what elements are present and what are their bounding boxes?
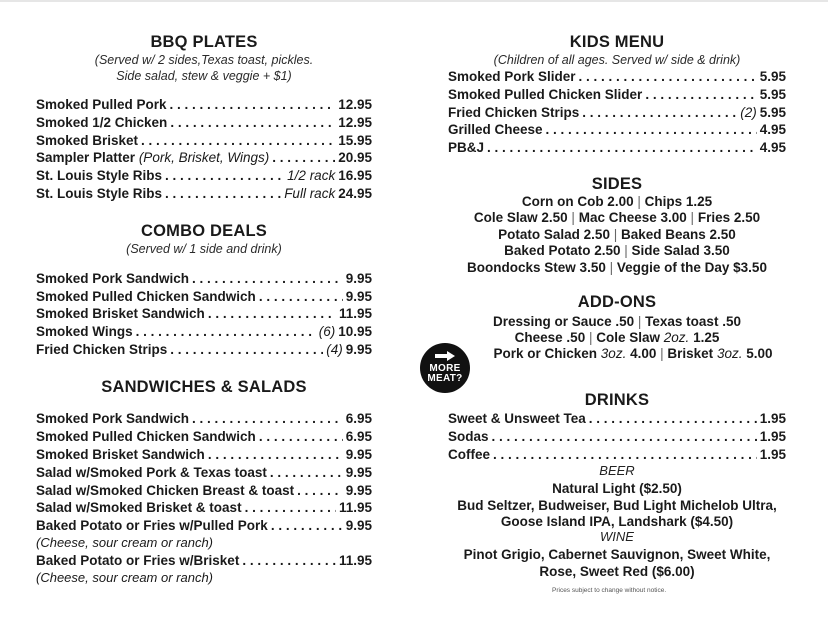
menu-item: Smoked Pulled Chicken Slider . . . 5.95 [448,86,786,103]
menu-item: St. Louis Style Ribs . . . Full rack 24.95 [36,185,372,202]
wine-line: Rose, Sweet Red ($6.00) [539,564,695,579]
menu-item: Salad w/Smoked Pork & Texas toast . . . 9.95 [36,464,372,481]
item-subnote: (Cheese, sour cream or ranch) [36,535,214,550]
more-meat-badge [420,343,470,393]
section-title-addons: ADD-ONS [577,293,657,311]
section-title-bbq: BBQ PLATES [150,33,258,51]
menu-item: Smoked Pulled Chicken Sandwich . . . 6.95 [36,428,372,445]
addons-line: Pork or Chicken 3oz. 4.00 | Brisket 3oz. 5.00 [493,346,773,361]
beer-line: Bud Seltzer, Budweiser, Bud Light Michelob Ultra, [457,498,777,513]
menu-item: Smoked Wings . . . (6) 10.95 [36,323,372,340]
menu-item: Baked Potato or Fries w/Brisket . . . 11.95 [36,552,372,569]
menu-item: Smoked Pulled Chicken Sandwich . . . 9.95 [36,288,372,305]
sides-line: Boondocks Stew 3.50 | Veggie of the Day $3.50 [467,260,767,275]
menu-item: Salad w/Smoked Brisket & toast . . . 11.95 [36,499,372,516]
beer-label: BEER [599,463,635,478]
menu-item: Sodas . . . 1.95 [448,428,786,445]
section-title-combo: COMBO DEALS [141,222,267,240]
kids-note: (Children of all ages. Served w/ side & drink) [493,53,741,67]
wine-line: Pinot Grigio, Cabernet Sauvignon, Sweet White, [463,547,771,562]
top-border [0,0,828,2]
menu-item: Smoked Brisket Sandwich . . . 9.95 [36,446,372,463]
menu-item: Smoked Pork Slider . . . 5.95 [448,68,786,85]
combo-note: (Served w/ 1 side and drink) [126,242,282,256]
menu-item: PB&J . . . 4.95 [448,139,786,156]
menu-item: Baked Potato or Fries w/Pulled Pork . . . 9.95 [36,517,372,534]
bbq-note: (Served w/ 2 sides,Texas toast, pickles. [94,53,314,67]
menu-item: Smoked 1/2 Chicken . . . 12.95 [36,114,372,131]
section-title-kids: KIDS MENU [569,33,665,51]
badge-text: MEAT? [427,373,463,384]
menu-item: Smoked Brisket Sandwich . . . 11.95 [36,305,372,322]
menu-item: Sampler Platter (Pork, Brisket, Wings) . . . 20.95 [36,149,372,166]
sides-line: Corn on Cob 2.00 | Chips 1.25 [521,194,713,209]
menu-item: Smoked Brisket . . . 15.95 [36,132,372,149]
menu-item: Salad w/Smoked Chicken Breast & toast . . . 9.95 [36,482,372,499]
menu-item: St. Louis Style Ribs . . . 1/2 rack 16.95 [36,167,372,184]
sides-line: Potato Salad 2.50 | Baked Beans 2.50 [498,227,736,242]
sides-line: Baked Potato 2.50 | Side Salad 3.50 [504,243,730,258]
badge-text: MORE [429,363,461,374]
item-subnote: (Cheese, sour cream or ranch) [36,570,214,585]
fine-print: Prices subject to change without notice. [552,587,667,594]
bbq-note: Side salad, stew & veggie + $1) [116,69,292,83]
section-title-sandwiches: SANDWICHES & SALADS [101,378,307,396]
menu-item: Sweet & Unsweet Tea . . . 1.95 [448,410,786,427]
addons-line: Dressing or Sauce .50 | Texas toast .50 [493,314,741,329]
arrow-right-icon [434,351,456,361]
sides-line: Cole Slaw 2.50 | Mac Cheese 3.00 | Fries 2.50 [473,210,761,225]
beer-line: Goose Island IPA, Landshark ($4.50) [500,514,734,529]
addons-line: Cheese .50 | Cole Slaw 2oz. 1.25 [514,330,720,345]
menu-item: Grilled Cheese . . . 4.95 [448,121,786,138]
beer-line: Natural Light ($2.50) [552,481,682,496]
section-title-drinks: DRINKS [584,391,650,409]
menu-item: Coffee . . . 1.95 [448,446,786,463]
menu-item: Smoked Pork Sandwich . . . 9.95 [36,270,372,287]
menu-item: Fried Chicken Strips . . . (4) 9.95 [36,341,372,358]
menu-item: Fried Chicken Strips . . . (2) 5.95 [448,104,786,121]
menu-item: Smoked Pork Sandwich . . . 6.95 [36,410,372,427]
menu-item: Smoked Pulled Pork . . . 12.95 [36,96,372,113]
wine-label: WINE [600,529,634,544]
section-title-sides: SIDES [591,175,643,193]
